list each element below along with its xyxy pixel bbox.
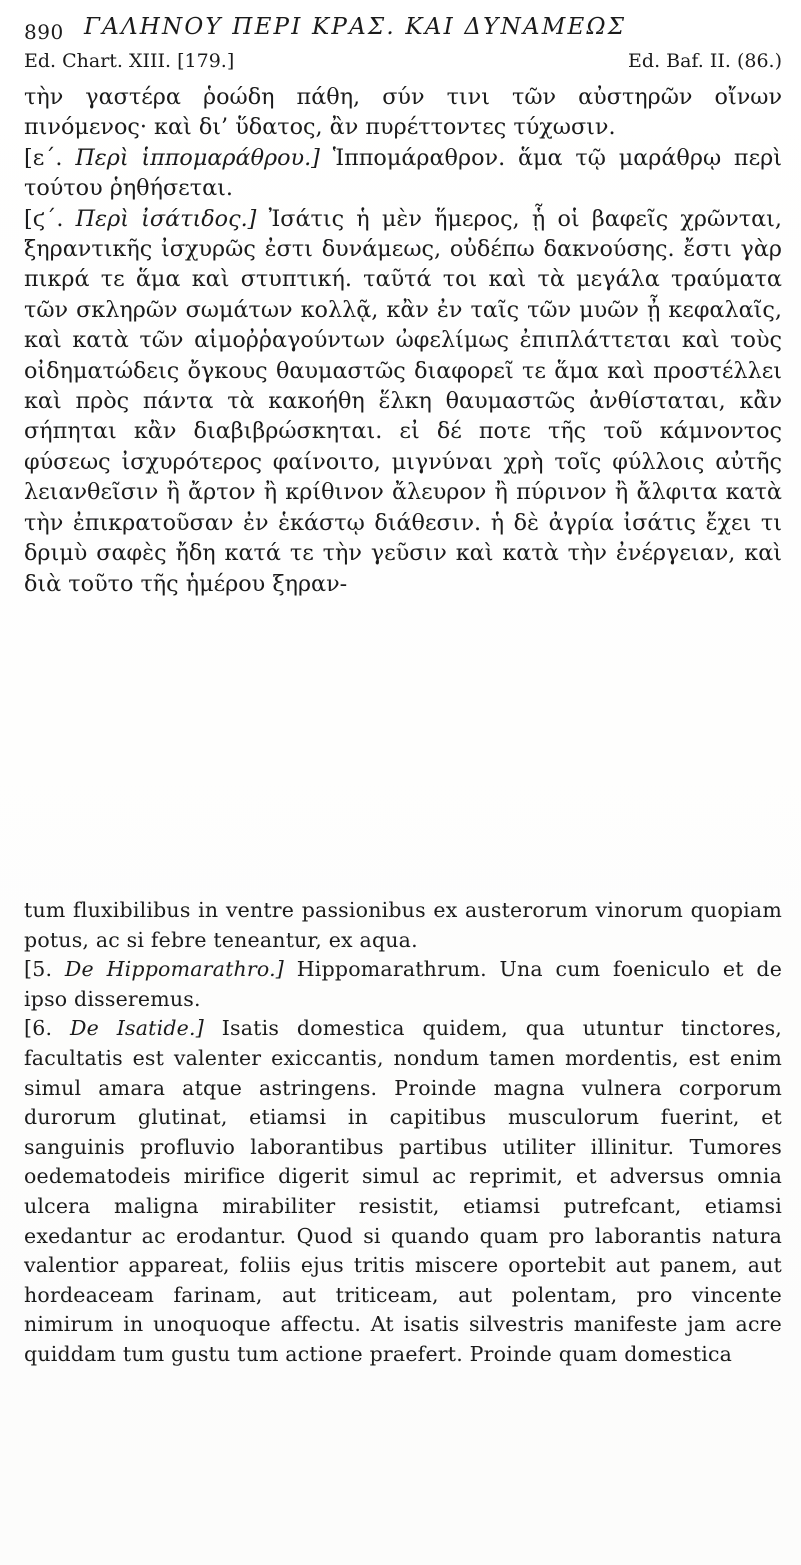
latin-text-block <box>24 896 782 1546</box>
chartier-edition-reference: Ed. Chart. XIII. [179.] <box>24 50 235 72</box>
running-head: ΓΑΛΗΝΟΥ ΠΕΡΙ ΚΡΑΣ. ΚΑΙ ΔΥΝΑΜΕΩΣ <box>84 14 627 40</box>
greek-section-6-number: [ϛ΄. <box>24 205 64 232</box>
latin-paragraph-continuation <box>24 896 782 955</box>
greek-continuation-text: τὴν γαστέρα ῥοώδη πάθη, σύν τινι τῶν αὐστηρῶν οἴνων πινόμενος· καὶ δι’ ὕδατος, ἂν πυρέττοντες τύχωσιν. <box>24 84 782 141</box>
latin-continuation-text: tum fluxibilibus in ventre passionibus ex austerorum vinorum quopiam potus, ac si febre teneantur, ex aqua. <box>24 898 782 952</box>
latin-section-5-number: [5. <box>24 957 53 982</box>
greek-section-5 <box>24 143 782 204</box>
greek-section-5-text: Ἱππομάραθρον. ἅμα τῷ μαράθρῳ περὶ τούτου ῥηθήσεται. <box>24 144 782 202</box>
latin-section-5-text: Hippomarathrum. Una cum foeniculo et de ipso disseremus. <box>24 957 783 1011</box>
page-number: 890 <box>24 20 64 44</box>
greek-section-6-title: Περὶ ἰσάτιδος.] <box>75 205 257 232</box>
greek-paragraph-continuation <box>24 82 782 143</box>
latin-section-6 <box>24 1014 782 1369</box>
latin-section-6-number: [6. <box>24 1016 53 1041</box>
text-separator <box>0 878 801 886</box>
latin-section-6-text: Isatis domestica quidem, qua utuntur tinctores, facultatis est valenter exiccantis, nondum tamen mordentis, est enim simul amara atque astringens. Proinde magna vulnera corporum durorum glutinat, etiamsi in capitibus musculorum fuerint, et sanguinis profluvio laborantibus partibus utiliter illinitur. Tumores oedematodeis mirifice digerit simul ac reprimit, et adversus omnia ulcera maligna mirabiliter resistit, etiamsi putrefcant, etiamsi exedantur ac erodantur. Quod si quando quam pro laborantis natura valentior appareat, foliis ejus tritis miscere oportebit aut panem, aut hordeaceam farinam, aut triticeam, aut polentam, pro vincente nimirum in unoquoque affectu. At isatis silvestris manifeste jam acre quiddam tum gustu tum actione praefert. Proinde quam domestica <box>24 1016 783 1366</box>
latin-section-5-title: De Hippomarathro.] <box>64 957 285 982</box>
latin-section-5 <box>24 955 782 1014</box>
greek-section-5-title: Περὶ ἱππομαράθρου.] <box>75 144 320 171</box>
greek-text-block <box>24 82 782 882</box>
greek-section-5-number: [ε΄. <box>24 144 63 171</box>
basel-edition-reference: Ed. Baf. II. (86.) <box>628 50 782 72</box>
page-header <box>24 8 784 48</box>
greek-section-6-text: Ἰσάτις ἡ μὲν ἥμερος, ᾗ οἱ βαφεῖς χρῶνται, ξηραντικῆς ἰσχυρῶς ἐστι δυνάμεως, οὐδέπω δακνούσης. ἔστι γὰρ πικρά τε ἅμα καὶ στυπτική. ταῦτά τοι καὶ τὰ μεγάλα τραύματα τῶν σκληρῶν σωμάτων κολλᾷ, κἂν ἐν ταῖς τῶν μυῶν ᾖ κεφαλαῖς, καὶ κατὰ τῶν αἱμοῤῥαγούντων ὠφελίμως ἐπιπλάττεται καὶ τοὺς οἰδηματώδεις ὄγκους θαυμαστῶς διαφορεῖ τε ἅμα καὶ προστέλλει καὶ πρὸς πάντα τὰ κακοήθη ἕλκη θαυμαστῶς ἀνθίσταται, κἂν σήπηται κἂν διαβιβρώσκηται. εἰ δέ ποτε τῆς τοῦ κάμνοντος φύσεως ἰσχυρότερος φαίνοιτο, μιγνύναι χρὴ τοῖς φύλλοις αὐτῆς λειανθεῖσιν ἢ ἄρτον ἢ κρίθινον ἄλευρον ἢ πύρινον ἢ ἄλφιτα κατὰ τὴν ἐπικρατοῦσαν ἐν ἑκάστῳ διάθεσιν. ἡ δὲ ἀγρία ἰσάτις ἔχει τι δριμὺ σαφὲς ἤδη κατά τε τὴν γεῦσιν καὶ κατὰ τὴν ἐνέργειαν, καὶ διὰ τοῦτο τῆς ἡμέρου ξηραν- <box>24 205 782 597</box>
greek-section-6 <box>24 204 782 599</box>
edition-references <box>24 50 784 78</box>
latin-section-6-title: De Isatide.] <box>69 1016 204 1041</box>
